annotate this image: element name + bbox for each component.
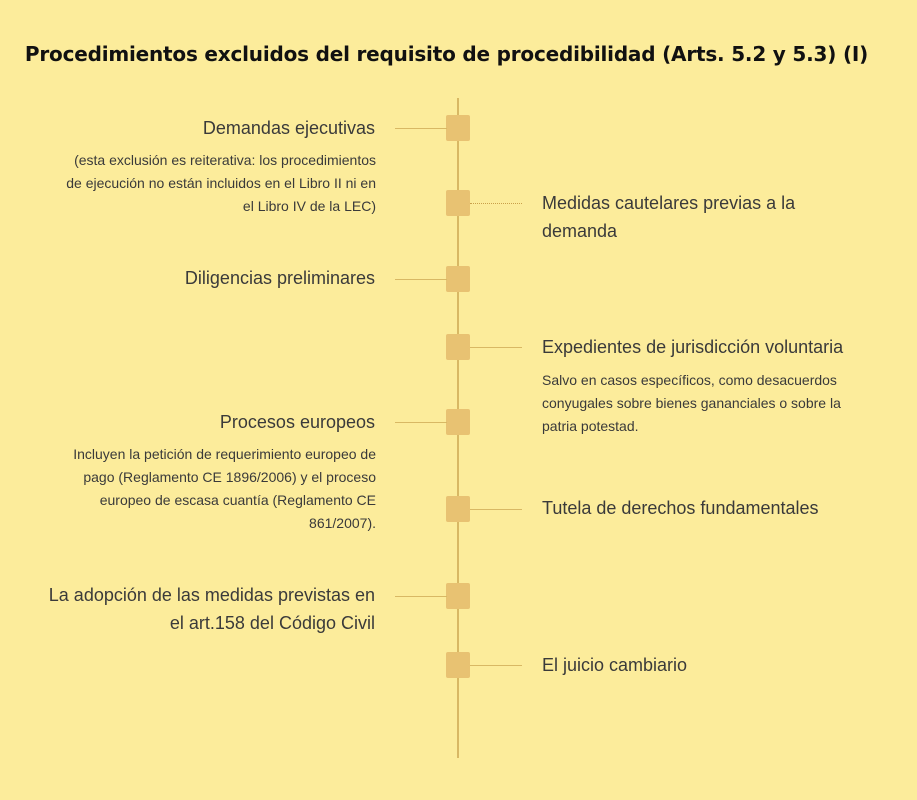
- item-label: Procesos europeos: [219, 412, 375, 432]
- item-label: Diligencias preliminares: [184, 268, 375, 288]
- connector-line: [395, 128, 447, 129]
- item-label: Demandas ejecutivas: [202, 118, 375, 138]
- item-label: El juicio cambiario: [542, 655, 688, 675]
- timeline-node: [446, 266, 470, 292]
- connector-line: [470, 203, 522, 204]
- timeline-node: [446, 652, 470, 678]
- item-label: La adopción de las medidas previstas en el art.158 del Código Civil: [48, 585, 375, 633]
- timeline-node: [446, 334, 470, 360]
- connector-line: [470, 665, 522, 666]
- item-description: Incluyen la petición de requerimiento europeo de pago (Reglamento CE 1896/2006) y el proceso europeo de escasa cuantía (Reglamento CE 861/2007).: [73, 446, 376, 531]
- connector-line: [395, 422, 447, 423]
- timeline-node: [446, 496, 470, 522]
- connector-line: [470, 509, 522, 510]
- page-title: Procedimientos excluidos del requisito de procedibilidad (Arts. 5.2 y 5.3) (I): [24, 42, 869, 66]
- item-description: (esta exclusión es reiterativa: los procedimientos de ejecución no están incluidos en el Libro II ni en el Libro IV de la LEC): [66, 152, 376, 214]
- timeline-node: [446, 409, 470, 435]
- item-description: Salvo en casos específicos, como desacuerdos conyugales sobre bienes gananciales o sobre la patria potestad.: [542, 372, 841, 434]
- item-label: Tutela de derechos fundamentales: [542, 498, 819, 518]
- connector-line: [395, 596, 447, 597]
- timeline-node: [446, 115, 470, 141]
- timeline-node: [446, 583, 470, 609]
- connector-line: [395, 279, 447, 280]
- item-label: Medidas cautelares previas a la demanda: [542, 193, 796, 241]
- timeline-node: [446, 190, 470, 216]
- connector-line: [470, 347, 522, 348]
- item-label: Expedientes de jurisdicción voluntaria: [542, 337, 844, 357]
